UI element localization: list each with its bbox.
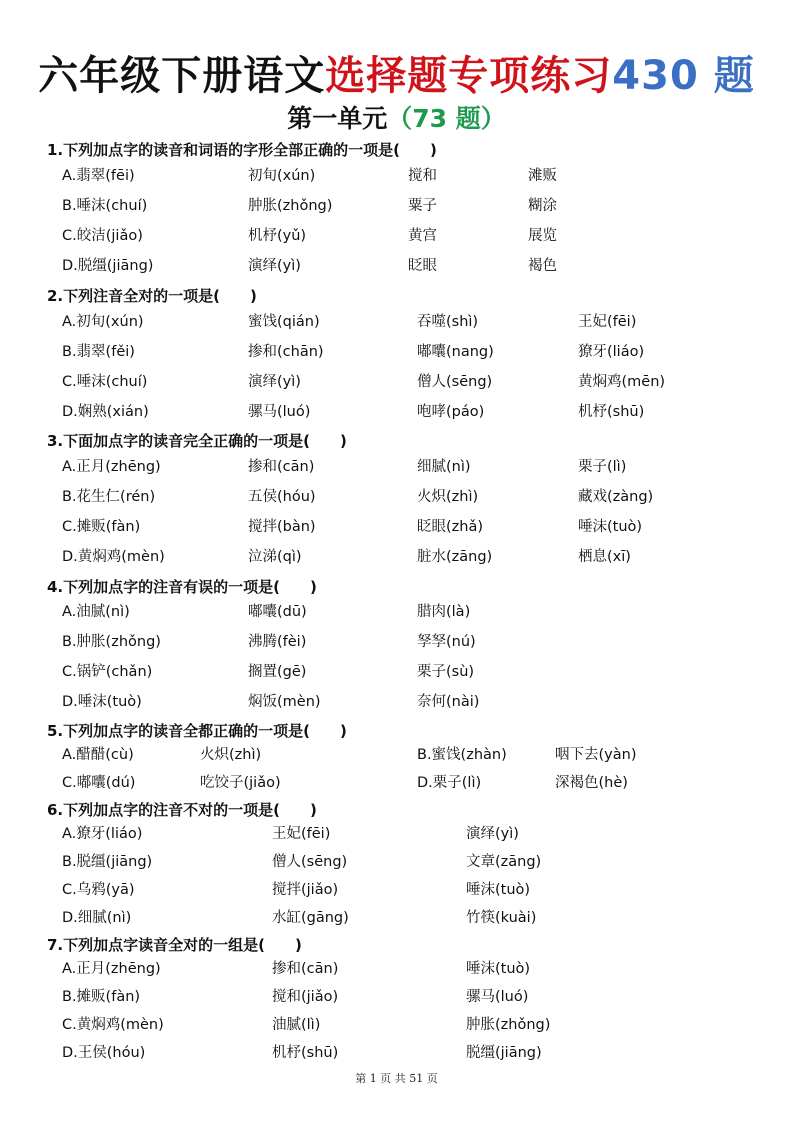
question-stem: 6.下列加点字的注音不对的一项是( ) — [47, 801, 317, 819]
option-word-cell: 搅和 — [408, 168, 437, 184]
option-word-cell: 吞噬(shì) — [417, 314, 479, 330]
option-word-cell: 掺和(cān) — [248, 459, 315, 475]
option-word-cell: 肿胀(zhǒng) — [466, 1017, 551, 1033]
unit-count: （73 题） — [387, 104, 506, 133]
question-stem: 3.下面加点字的读音完全正确的一项是( ) — [47, 432, 347, 450]
option-label-cell: B.肿胀(zhǒng) — [62, 634, 161, 650]
option-word-cell: 咆哮(páo) — [417, 404, 485, 420]
option-word-cell: 唾沫(tuò) — [466, 961, 531, 977]
option-word-cell: 水缸(gāng) — [272, 910, 349, 926]
option-word-cell: 五侯(hóu) — [248, 489, 316, 505]
option-word-cell: 机杼(shū) — [578, 404, 645, 420]
option-word-cell: 栗子(lì) — [578, 459, 627, 475]
option-word-cell: 眨眼(zhǎ) — [417, 519, 484, 535]
option-word-cell: 火炽(zhì) — [417, 489, 479, 505]
option-word-cell: 王妃(fēi) — [272, 826, 331, 842]
option-word-cell: 机杼(shū) — [272, 1045, 339, 1061]
option-word-cell: 搁置(gē) — [248, 664, 307, 680]
option-word-cell: 搅拌(jiǎo) — [272, 882, 339, 898]
option-word-cell: 脏水(zāng) — [417, 549, 493, 565]
option-word-cell: 竹筷(kuài) — [466, 910, 537, 926]
option-label-cell: A.初旬(xún) — [62, 314, 144, 330]
option-label-cell: D.脱缰(jiāng) — [62, 258, 154, 274]
page-footer: 第 1 页 共 51 页 — [355, 1072, 438, 1085]
option-label-cell: A.正月(zhēng) — [62, 459, 161, 475]
option-word-cell: 初旬(xún) — [248, 168, 316, 184]
option-word-cell: D.栗子(lì) — [417, 775, 482, 791]
option-word-cell: 唾沫(tuò) — [578, 519, 643, 535]
option-word-cell: 火炽(zhì) — [200, 747, 262, 763]
option-word-cell: 滩贩 — [528, 168, 557, 184]
option-word-cell: 藏戏(zàng) — [578, 489, 654, 505]
option-word-cell: 嘟囔(nang) — [417, 344, 494, 360]
option-word-cell: 黄焖鸡(mēn) — [578, 374, 666, 390]
option-word-cell: 腊肉(là) — [417, 604, 471, 620]
option-label-cell: A.獠牙(liáo) — [62, 826, 143, 842]
option-word-cell: 文章(zāng) — [466, 854, 542, 870]
option-label-cell: A.油腻(nì) — [62, 604, 130, 620]
option-word-cell: 演绎(yì) — [248, 374, 301, 390]
option-label-cell: C.皎洁(jiǎo) — [62, 228, 143, 244]
option-word-cell: 肿胀(zhǒng) — [248, 198, 333, 214]
option-label-cell: D.黄焖鸡(mèn) — [62, 549, 165, 565]
option-label-cell: C.锅铲(chǎn) — [62, 664, 153, 680]
option-word-cell: B.蜜饯(zhàn) — [417, 747, 507, 763]
option-word-cell: 咽下去(yàn) — [555, 747, 637, 763]
option-word-cell: 孥孥(nú) — [417, 634, 476, 650]
option-word-cell: 吃饺子(jiǎo) — [200, 775, 281, 791]
question-stem: 2.下列注音全对的一项是( ) — [47, 287, 257, 305]
option-label-cell: A.正月(zhēng) — [62, 961, 161, 977]
option-word-cell: 栗子(sù) — [417, 664, 475, 680]
option-label-cell: C.乌鸦(yā) — [62, 882, 135, 898]
option-label-cell: C.黄焖鸡(mèn) — [62, 1017, 164, 1033]
option-word-cell: 沸腾(fèi) — [248, 634, 307, 650]
option-word-cell: 唾沫(tuò) — [466, 882, 531, 898]
option-word-cell: 褐色 — [528, 258, 557, 274]
option-word-cell: 糊涂 — [528, 198, 557, 214]
option-label-cell: C.嘟囔(dú) — [62, 775, 136, 791]
option-label-cell: B.翡翠(fěi) — [62, 344, 135, 360]
question-stem: 7.下列加点字读音全对的一组是( ) — [47, 936, 302, 954]
option-word-cell: 嘟囔(dū) — [248, 604, 307, 620]
title-part-red: 选择题专项练习 — [325, 53, 613, 99]
option-label-cell: C.摊贩(fàn) — [62, 519, 141, 535]
option-word-cell: 粟子 — [408, 198, 437, 214]
option-word-cell: 搅和(jiǎo) — [272, 989, 339, 1005]
option-label-cell: B.花生仁(rén) — [62, 489, 156, 505]
option-label-cell: D.王侯(hóu) — [62, 1045, 146, 1061]
option-word-cell: 搅拌(bàn) — [248, 519, 316, 535]
option-label-cell: C.唾沫(chuí) — [62, 374, 148, 390]
unit-label: 第一单元 — [287, 104, 388, 133]
option-label-cell: B.摊贩(fàn) — [62, 989, 141, 1005]
option-word-cell: 栖息(xī) — [578, 549, 631, 565]
option-word-cell: 骡马(luó) — [466, 989, 529, 1005]
option-word-cell: 獠牙(liáo) — [578, 344, 645, 360]
option-word-cell: 细腻(nì) — [417, 459, 471, 475]
option-word-cell: 掺和(cān) — [272, 961, 339, 977]
option-word-cell: 奈何(nài) — [417, 694, 480, 710]
question-stem: 1.下列加点字的读音和词语的字形全部正确的一项是( ) — [47, 141, 437, 159]
option-label-cell: D.细腻(nì) — [62, 910, 132, 926]
option-word-cell: 演绎(yì) — [248, 258, 301, 274]
option-word-cell: 掺和(chān) — [248, 344, 324, 360]
option-word-cell: 演绎(yì) — [466, 826, 519, 842]
option-word-cell: 深褐色(hè) — [555, 775, 628, 791]
option-label-cell: A.翡翠(fēi) — [62, 168, 135, 184]
option-word-cell: 机杼(yǔ) — [248, 228, 307, 244]
title-part-black: 六年级下册语文 — [38, 53, 326, 99]
option-word-cell: 泣涕(qì) — [248, 549, 302, 565]
title-part-blue: 430 题 — [612, 53, 755, 99]
option-word-cell: 蜜饯(qián) — [248, 314, 320, 330]
option-word-cell: 黄宫 — [408, 228, 437, 244]
option-label-cell: B.唾沫(chuí) — [62, 198, 148, 214]
option-word-cell: 僧人(sēng) — [272, 854, 348, 870]
option-label-cell: D.唾沫(tuò) — [62, 694, 142, 710]
option-label-cell: A.醋醋(cù) — [62, 747, 134, 763]
question-stem: 4.下列加点字的注音有误的一项是( ) — [47, 578, 317, 596]
option-label-cell: D.娴熟(xián) — [62, 404, 149, 420]
option-word-cell: 眨眼 — [408, 258, 437, 274]
option-word-cell: 骡马(luó) — [248, 404, 311, 420]
option-word-cell: 脱缰(jiāng) — [466, 1045, 542, 1061]
question-stem: 5.下列加点字的读音全都正确的一项是( ) — [47, 722, 347, 740]
option-word-cell: 焖饭(mèn) — [248, 694, 321, 710]
option-word-cell: 王妃(fēi) — [578, 314, 637, 330]
option-word-cell: 僧人(sēng) — [417, 374, 493, 390]
option-word-cell: 油腻(lì) — [272, 1017, 321, 1033]
option-word-cell: 展览 — [528, 228, 557, 244]
option-label-cell: B.脱缰(jiāng) — [62, 854, 153, 870]
